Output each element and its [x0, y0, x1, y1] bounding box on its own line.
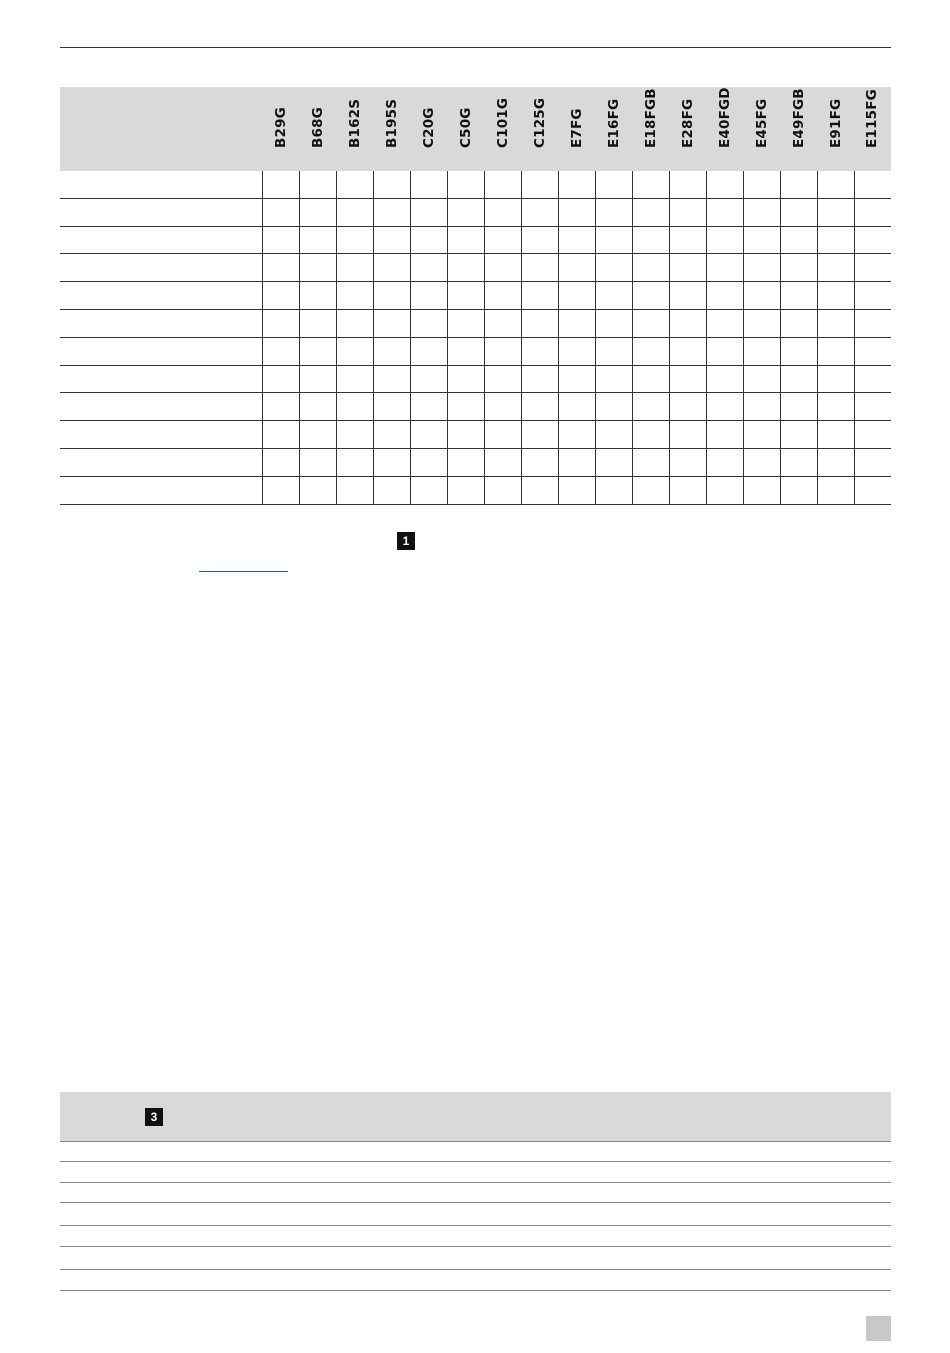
- table-cell: [633, 282, 670, 309]
- table-row: [60, 421, 891, 449]
- table-cell: [818, 366, 855, 393]
- table-cell: [855, 421, 891, 448]
- row-label-cell: [60, 421, 263, 448]
- table-cell: [300, 393, 337, 420]
- column-header-label: E91FG: [827, 98, 844, 148]
- table-cell: [300, 477, 337, 504]
- column-header-label: E16FG: [605, 98, 622, 148]
- table-row: [60, 227, 891, 255]
- table-cell: [559, 171, 596, 198]
- table-cell: [559, 477, 596, 504]
- table-cell: [596, 199, 633, 226]
- table-cell: [818, 227, 855, 254]
- table-cell: [855, 282, 891, 309]
- table-cell: [300, 227, 337, 254]
- table-cell: [559, 338, 596, 365]
- table-cell: [670, 310, 707, 337]
- table-cell: [818, 171, 855, 198]
- table-cell: [448, 366, 485, 393]
- table-cell: [448, 477, 485, 504]
- column-header: [669, 87, 706, 171]
- table-cell: [707, 199, 744, 226]
- row-label-cell: [60, 254, 263, 281]
- column-header: [854, 87, 891, 171]
- hyperlink[interactable]: [199, 571, 288, 572]
- table-cell: [411, 421, 448, 448]
- table-cell: [855, 171, 891, 198]
- column-header-label: C125G: [532, 97, 549, 148]
- column-header-label: C20G: [421, 107, 438, 148]
- column-header-label: B195S: [384, 98, 401, 148]
- row-label-cell: [60, 171, 263, 198]
- table-cell: [707, 227, 744, 254]
- table-cell: [670, 254, 707, 281]
- table-cell: [818, 449, 855, 476]
- table-cell: [448, 171, 485, 198]
- table-cell: [485, 199, 522, 226]
- table-cell: [744, 338, 781, 365]
- table-cell: [263, 199, 300, 226]
- table-cell: [411, 310, 448, 337]
- table-cell: [855, 227, 891, 254]
- table-cell: [596, 393, 633, 420]
- table-cell: [596, 254, 633, 281]
- table-cell: [337, 393, 374, 420]
- table-cell: [744, 227, 781, 254]
- table-row: [60, 477, 891, 505]
- table-cell: [707, 338, 744, 365]
- table-cell: [448, 421, 485, 448]
- table-cell: [522, 477, 559, 504]
- table-cell: [411, 254, 448, 281]
- table-cell: [522, 227, 559, 254]
- table-cell: [670, 338, 707, 365]
- table-cell: [448, 199, 485, 226]
- table-cell: [633, 310, 670, 337]
- table-cell: [596, 477, 633, 504]
- table-cell: [374, 338, 411, 365]
- table-cell: [485, 171, 522, 198]
- row-label-cell: [60, 393, 263, 420]
- table-row: [60, 449, 891, 477]
- table-row: [60, 393, 891, 421]
- table-cell: [374, 310, 411, 337]
- column-header: [411, 87, 448, 171]
- table-cell: [707, 171, 744, 198]
- table-cell: [744, 366, 781, 393]
- table-cell: [337, 171, 374, 198]
- table-cell: [300, 421, 337, 448]
- table-cell: [670, 477, 707, 504]
- table-cell: [485, 393, 522, 420]
- table-cell: [411, 393, 448, 420]
- table-cell: [263, 393, 300, 420]
- column-header: [706, 87, 743, 171]
- table-cell: [596, 366, 633, 393]
- table-cell: [744, 477, 781, 504]
- table-row: [60, 1226, 891, 1247]
- table-cell: [559, 254, 596, 281]
- table-cell: [374, 171, 411, 198]
- table-cell: [522, 254, 559, 281]
- column-header-label: E28FG: [679, 98, 696, 148]
- table-cell: [522, 199, 559, 226]
- table-cell: [744, 282, 781, 309]
- table-row: [60, 199, 891, 227]
- table-cell: [855, 393, 891, 420]
- table-cell: [670, 393, 707, 420]
- table-cell: [448, 449, 485, 476]
- column-header: [780, 87, 817, 171]
- table-cell: [781, 421, 818, 448]
- table-cell: [263, 477, 300, 504]
- table-cell: [485, 282, 522, 309]
- column-header-label: E7FG: [568, 108, 585, 148]
- callout-badge-1: 1: [397, 532, 415, 550]
- column-header: [559, 87, 596, 171]
- table-cell: [300, 254, 337, 281]
- row-label-cell: [60, 282, 263, 309]
- table-cell: [818, 199, 855, 226]
- table-cell: [411, 199, 448, 226]
- table-cell: [300, 282, 337, 309]
- column-header-label: B68G: [310, 107, 327, 148]
- table-cell: [559, 199, 596, 226]
- table-cell: [411, 366, 448, 393]
- table-cell: [448, 254, 485, 281]
- table-cell: [855, 477, 891, 504]
- top-rule: [60, 47, 891, 48]
- table-cell: [448, 338, 485, 365]
- column-header-label: E115FG: [864, 89, 881, 148]
- callout-badge-3: 3: [145, 1108, 163, 1126]
- column-header-label: E45FG: [753, 98, 770, 148]
- table-cell: [337, 227, 374, 254]
- column-header-label: C101G: [495, 97, 512, 148]
- table-cell: [781, 366, 818, 393]
- row-label-cell: [60, 477, 263, 504]
- table-cell: [411, 282, 448, 309]
- row-label-cell: [60, 366, 263, 393]
- table-cell: [263, 338, 300, 365]
- table-cell: [633, 477, 670, 504]
- table-cell: [744, 171, 781, 198]
- table-row: [60, 310, 891, 338]
- row-label-cell: [60, 310, 263, 337]
- table-cell: [485, 310, 522, 337]
- table-cell: [263, 310, 300, 337]
- table-cell: [818, 338, 855, 365]
- table-cell: [411, 449, 448, 476]
- table-cell: [485, 421, 522, 448]
- table-cell: [485, 227, 522, 254]
- table-cell: [596, 171, 633, 198]
- table-cell: [448, 227, 485, 254]
- table-cell: [707, 254, 744, 281]
- table-cell: [337, 421, 374, 448]
- table-cell: [374, 227, 411, 254]
- table-cell: [522, 171, 559, 198]
- column-header-label: E40FGD: [716, 87, 733, 148]
- table-cell: [596, 310, 633, 337]
- table-cell: [374, 199, 411, 226]
- table-cell: [781, 254, 818, 281]
- table-cell: [300, 199, 337, 226]
- table-cell: [559, 282, 596, 309]
- table-row: [60, 366, 891, 394]
- table-cell: [633, 393, 670, 420]
- table-cell: [633, 199, 670, 226]
- parts-table-header: [60, 1092, 891, 1142]
- column-header: [743, 87, 780, 171]
- table-cell: [337, 199, 374, 226]
- table-row: [60, 1162, 891, 1183]
- table-row: [60, 1183, 891, 1203]
- table-cell: [374, 421, 411, 448]
- table-row: [60, 282, 891, 310]
- table-cell: [263, 366, 300, 393]
- table-row: [60, 338, 891, 366]
- table-row: [60, 1247, 891, 1270]
- table-cell: [744, 393, 781, 420]
- table-cell: [559, 421, 596, 448]
- table-cell: [559, 366, 596, 393]
- table-cell: [263, 449, 300, 476]
- table-cell: [522, 421, 559, 448]
- column-headers: [263, 87, 891, 171]
- table-cell: [744, 449, 781, 476]
- table-cell: [300, 171, 337, 198]
- table-body: [60, 171, 891, 505]
- table-cell: [485, 449, 522, 476]
- table-cell: [522, 310, 559, 337]
- table-cell: [781, 282, 818, 309]
- table-cell: [374, 477, 411, 504]
- parts-table: [60, 1092, 891, 1291]
- table-cell: [855, 366, 891, 393]
- table-cell: [818, 421, 855, 448]
- model-compatibility-table: [60, 87, 891, 505]
- column-header: [595, 87, 632, 171]
- table-cell: [522, 393, 559, 420]
- row-label-cell: [60, 199, 263, 226]
- column-header: [374, 87, 411, 171]
- table-cell: [744, 254, 781, 281]
- table-cell: [300, 366, 337, 393]
- table-cell: [300, 449, 337, 476]
- table-cell: [337, 310, 374, 337]
- table-cell: [596, 421, 633, 448]
- column-header-label: E49FGB: [790, 88, 807, 148]
- row-label-cell: [60, 449, 263, 476]
- table-cell: [855, 310, 891, 337]
- table-cell: [448, 282, 485, 309]
- table-cell: [448, 393, 485, 420]
- table-cell: [707, 310, 744, 337]
- table-cell: [263, 171, 300, 198]
- column-header-label: B29G: [273, 107, 290, 148]
- page-number-marker: [866, 1316, 891, 1341]
- table-cell: [485, 338, 522, 365]
- table-cell: [633, 227, 670, 254]
- table-cell: [596, 282, 633, 309]
- table-cell: [448, 310, 485, 337]
- table-cell: [596, 227, 633, 254]
- table-cell: [670, 366, 707, 393]
- table-cell: [263, 254, 300, 281]
- table-cell: [781, 449, 818, 476]
- table-cell: [818, 310, 855, 337]
- column-header-label: C50G: [458, 107, 475, 148]
- table-cell: [337, 338, 374, 365]
- table-cell: [744, 421, 781, 448]
- row-label-cell: [60, 338, 263, 365]
- table-cell: [337, 254, 374, 281]
- table-cell: [707, 393, 744, 420]
- table-cell: [781, 338, 818, 365]
- table-cell: [818, 393, 855, 420]
- table-cell: [559, 310, 596, 337]
- table-cell: [411, 171, 448, 198]
- table-cell: [337, 449, 374, 476]
- table-cell: [781, 393, 818, 420]
- table-cell: [781, 477, 818, 504]
- table-cell: [633, 171, 670, 198]
- table-cell: [670, 449, 707, 476]
- column-header: [337, 87, 374, 171]
- table-cell: [300, 310, 337, 337]
- table-cell: [855, 338, 891, 365]
- table-cell: [670, 199, 707, 226]
- column-header: [632, 87, 669, 171]
- table-cell: [374, 449, 411, 476]
- table-cell: [707, 421, 744, 448]
- table-cell: [670, 421, 707, 448]
- column-header: [448, 87, 485, 171]
- table-cell: [559, 227, 596, 254]
- table-cell: [670, 282, 707, 309]
- table-cell: [670, 171, 707, 198]
- table-cell: [818, 282, 855, 309]
- table-cell: [633, 449, 670, 476]
- table-cell: [707, 449, 744, 476]
- table-cell: [374, 282, 411, 309]
- table-cell: [818, 254, 855, 281]
- table-cell: [596, 449, 633, 476]
- table-cell: [522, 338, 559, 365]
- column-header: [817, 87, 854, 171]
- table-cell: [485, 254, 522, 281]
- table-cell: [485, 477, 522, 504]
- table-cell: [559, 393, 596, 420]
- table-row: [60, 1142, 891, 1162]
- table-cell: [744, 199, 781, 226]
- table-cell: [855, 254, 891, 281]
- column-header: [300, 87, 337, 171]
- table-cell: [744, 310, 781, 337]
- table-cell: [781, 199, 818, 226]
- table-cell: [559, 449, 596, 476]
- table-cell: [411, 477, 448, 504]
- table-cell: [707, 282, 744, 309]
- table-cell: [855, 199, 891, 226]
- column-header-label: E18FGB: [642, 88, 659, 148]
- table-row: [60, 1270, 891, 1291]
- table-cell: [337, 366, 374, 393]
- table-cell: [633, 254, 670, 281]
- table-cell: [485, 366, 522, 393]
- table-cell: [522, 282, 559, 309]
- column-header-label: B162S: [347, 98, 364, 148]
- table-cell: [596, 338, 633, 365]
- table-row: [60, 254, 891, 282]
- table-cell: [411, 338, 448, 365]
- table-cell: [263, 227, 300, 254]
- table-row: [60, 171, 891, 199]
- table-cell: [263, 421, 300, 448]
- table-cell: [633, 366, 670, 393]
- table-cell: [707, 366, 744, 393]
- table-cell: [522, 366, 559, 393]
- table-header: [60, 87, 891, 171]
- table-cell: [337, 477, 374, 504]
- table-cell: [374, 254, 411, 281]
- table-cell: [781, 310, 818, 337]
- table-cell: [781, 171, 818, 198]
- table-cell: [670, 227, 707, 254]
- table-cell: [633, 421, 670, 448]
- table-cell: [411, 227, 448, 254]
- table-cell: [522, 449, 559, 476]
- table-cell: [374, 366, 411, 393]
- table-cell: [374, 393, 411, 420]
- table-cell: [337, 282, 374, 309]
- column-header: [522, 87, 559, 171]
- table-cell: [633, 338, 670, 365]
- table-cell: [300, 338, 337, 365]
- column-header: [263, 87, 300, 171]
- table-cell: [855, 449, 891, 476]
- row-label-cell: [60, 227, 263, 254]
- column-header: [485, 87, 522, 171]
- table-cell: [707, 477, 744, 504]
- table-cell: [263, 282, 300, 309]
- table-cell: [781, 227, 818, 254]
- table-cell: [818, 477, 855, 504]
- table-row: [60, 1203, 891, 1226]
